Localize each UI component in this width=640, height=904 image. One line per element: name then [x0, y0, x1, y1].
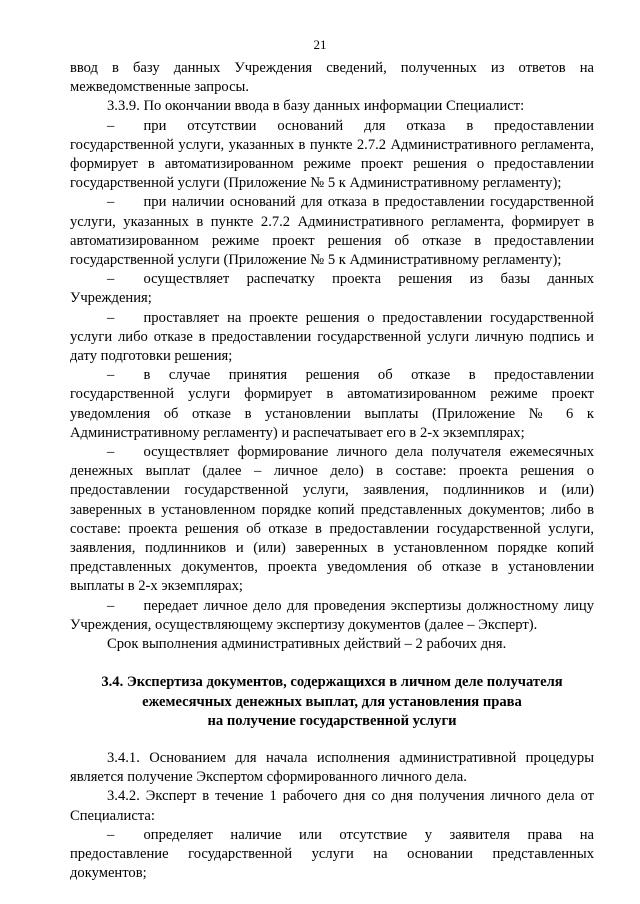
list-item: – в случае принятия решения об отказе в предоставлении государственной услуги формирует в автоматизированном режиме проект уведомления об отказе в установлении выплаты (Приложение № 6 к Административному регламенту) и распечатывает его в 2-х экземплярах;: [70, 367, 594, 441]
section-heading: [70, 673, 594, 731]
paragraph: Срок выполнения административных действий – 2 рабочих дня.: [107, 636, 507, 653]
paragraph: 3.4.2. Эксперт в течение 1 рабочего дня со дня получения личного дела от Специалиста:: [70, 788, 594, 824]
list-item: – осуществляет распечатку проекта решения из базы данных Учреждения;: [70, 271, 594, 307]
list-item: – при отсутствии оснований для отказа в предоставлении государственной услуги, указанных в пункте 2.7.2 Административного регламента, формирует в автоматизированном режиме проект решения о предоставлении государственной услуги (Приложение № 5 к Административному регламенту);: [70, 117, 594, 192]
page-number: 21: [313, 37, 327, 52]
list-item: – осуществляет формирование личного дела получателя ежемесячных денежных выплат (далее – личное дело) в составе: проекта решения о предоставлении государственной услуги, заявления, подлинников и (или) заверенных в установленном порядке копий представленных документов; либо в составе: проекта решения об отказе в предоставлении государственной услуги, заявления, подлинников и (или) заверенных в установленном порядке копий представленных документов, проекта уведомления об отказе в установлении выплаты в 2-х экземплярах;: [70, 444, 594, 595]
list-item: – передает личное дело для проведения экспертизы должностному лицу Учреждения, осуществляющему экспертизу документов (далее – Эксперт).: [70, 597, 594, 633]
heading-line: на получение государственной услуги: [207, 712, 457, 729]
paragraph: 3.3.9. По окончании ввода в базу данных информации Специалист:: [107, 98, 525, 115]
list-item: – определяет наличие или отсутствие у заявителя права на предоставление государственной услуги на основании представленных документов;: [70, 826, 594, 882]
paragraph: ввод в базу данных Учреждения сведений, полученных из ответов на межведомственные запросы.: [70, 60, 594, 96]
document-body: [70, 59, 594, 883]
heading-line: ежемесячных денежных выплат, для установления права: [142, 693, 522, 710]
list-item: – проставляет на проекте решения о предоставлении государственной услуги либо отказе в предоставлении государственной услуги личную подпись и дату подготовки решения;: [70, 309, 594, 365]
list-item: – при наличии оснований для отказа в предоставлении государственной услуги, указанных в пункте 2.7.2 Административного регламента, формирует в автоматизированном режиме проект решения об отказе в предоставлении государственной услуги (Приложение № 5 к Административному регламенту);: [70, 194, 594, 269]
paragraph: 3.4.1. Основанием для начала исполнения административной процедуры является получение Экспертом сформированного личного дела.: [70, 749, 594, 786]
heading-line: 3.4. Экспертиза документов, содержащихся в личном деле получателя: [101, 674, 563, 691]
